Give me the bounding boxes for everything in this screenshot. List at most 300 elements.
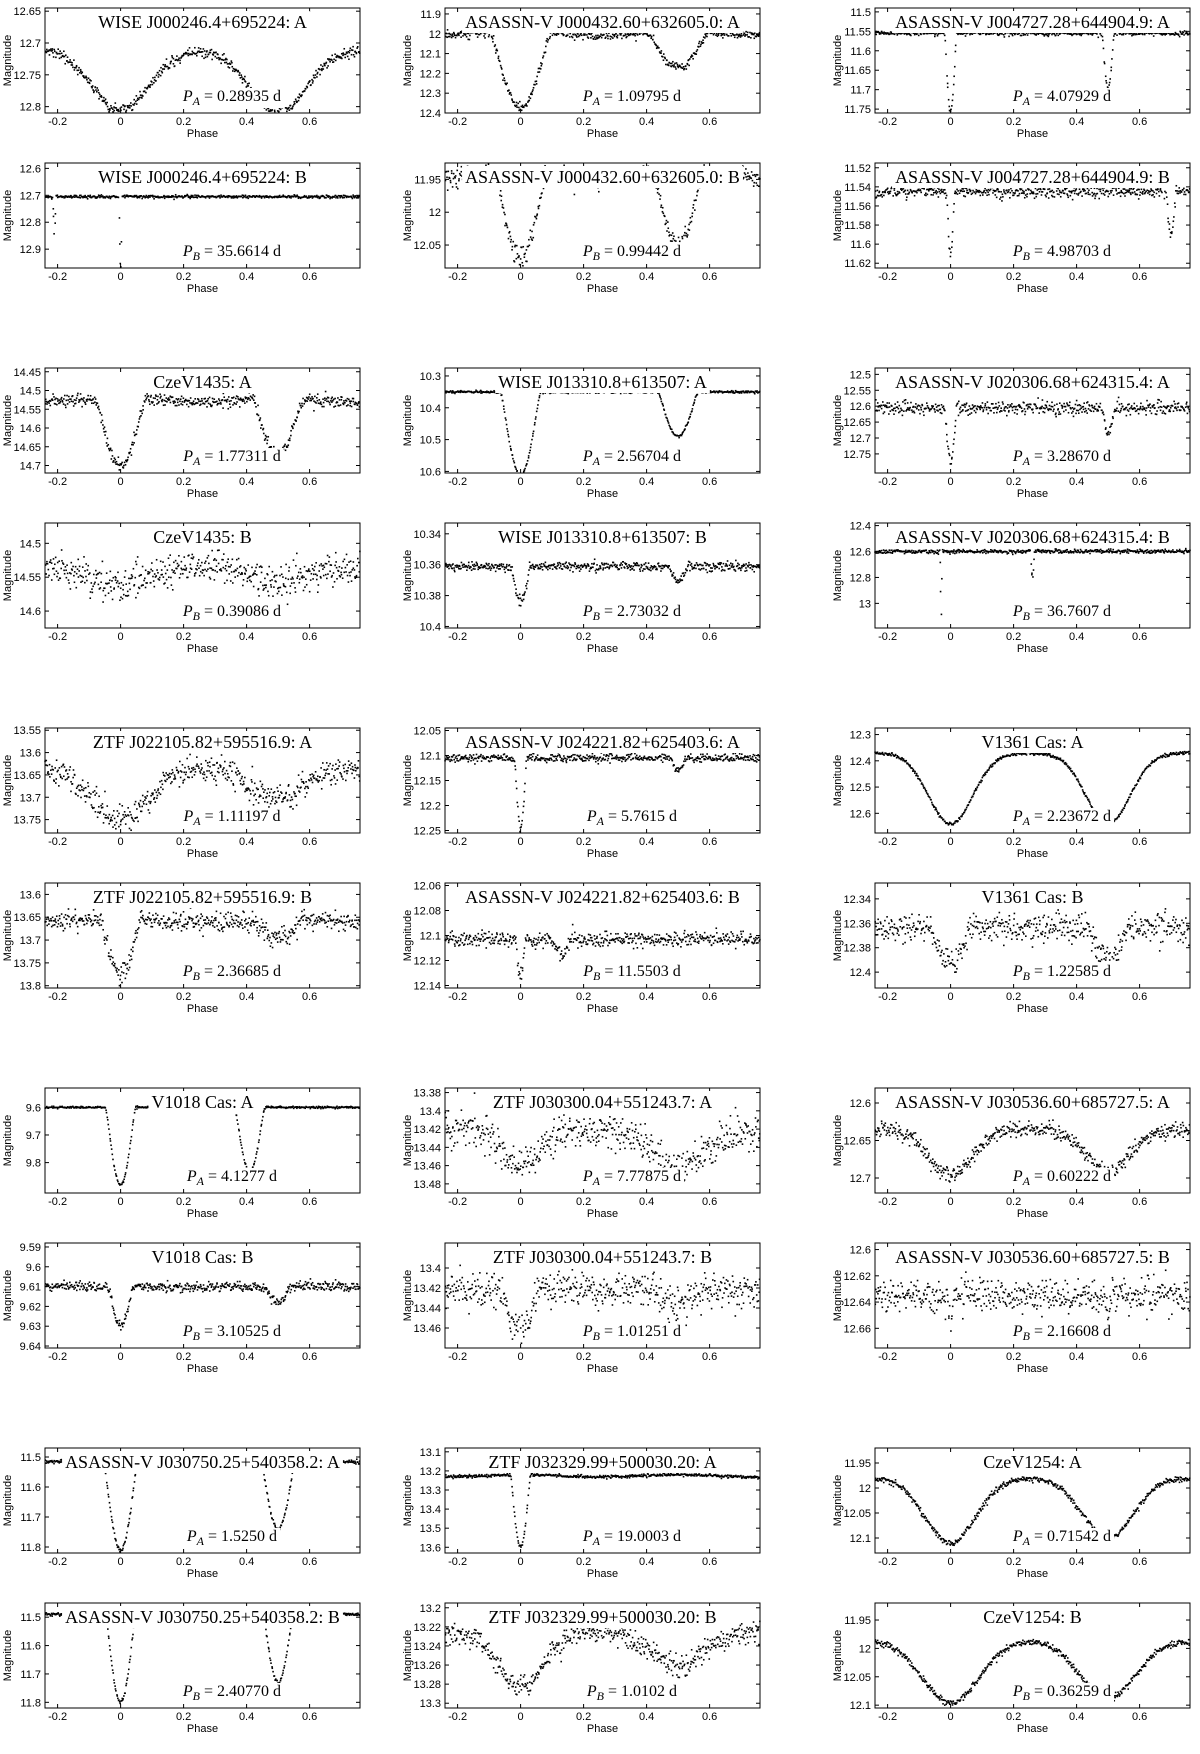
- data-point: [673, 66, 675, 68]
- data-point: [239, 72, 241, 74]
- data-point: [985, 34, 987, 36]
- data-point: [990, 33, 992, 35]
- data-point: [1025, 189, 1027, 191]
- data-point: [484, 37, 486, 39]
- data-point: [49, 54, 51, 56]
- data-point: [1009, 197, 1011, 199]
- data-point: [1019, 193, 1021, 195]
- data-point: [201, 398, 203, 400]
- data-point: [1149, 403, 1151, 405]
- data-point: [668, 231, 670, 233]
- data-point: [1053, 408, 1055, 410]
- period-symbol: P: [182, 243, 193, 260]
- data-point: [316, 76, 318, 78]
- data-point: [1177, 406, 1179, 408]
- data-point: [1030, 190, 1032, 192]
- data-point: [659, 393, 661, 395]
- data-point: [1110, 425, 1112, 427]
- y-axis-label: Magnitude: [2, 189, 14, 242]
- data-point: [289, 438, 291, 440]
- data-point: [1128, 403, 1130, 405]
- data-point: [455, 37, 457, 39]
- data-point: [325, 197, 327, 199]
- data-point: [932, 194, 934, 196]
- data-point: [317, 400, 319, 402]
- data-point: [987, 401, 989, 403]
- y-tick-label: 11.9: [420, 8, 441, 21]
- data-point: [292, 105, 294, 107]
- data-point: [454, 177, 456, 179]
- data-point: [189, 47, 191, 49]
- data-point: [703, 164, 705, 166]
- data-point: [59, 58, 61, 60]
- data-point: [1040, 189, 1042, 191]
- x-tick-label: 0.6: [1131, 271, 1148, 283]
- data-point: [88, 77, 90, 79]
- data-point: [972, 33, 974, 35]
- data-point: [503, 212, 505, 214]
- data-point: [948, 99, 950, 101]
- data-point: [1157, 402, 1159, 404]
- light-curve-panel: [2, 163, 360, 295]
- data-point: [541, 63, 543, 65]
- data-point: [657, 192, 659, 194]
- data-point: [1142, 34, 1144, 36]
- data-point: [56, 53, 58, 55]
- data-point: [598, 191, 600, 193]
- data-point: [920, 407, 922, 409]
- data-point: [696, 51, 698, 53]
- data-point: [456, 170, 458, 172]
- x-tick-label: 0.2: [575, 476, 592, 488]
- data-point: [295, 420, 297, 422]
- data-point: [465, 33, 467, 35]
- data-point: [1045, 194, 1047, 196]
- data-point: [51, 198, 53, 200]
- data-point: [149, 86, 151, 88]
- data-point: [951, 105, 953, 107]
- data-point: [754, 32, 756, 34]
- data-point: [528, 96, 530, 98]
- data-point: [119, 243, 121, 245]
- data-point: [91, 402, 93, 404]
- data-point: [1158, 399, 1160, 401]
- data-point: [1176, 408, 1178, 410]
- data-point: [1108, 434, 1110, 436]
- data-point: [514, 261, 516, 263]
- data-point: [132, 444, 134, 446]
- data-point: [1098, 189, 1100, 191]
- data-point: [956, 405, 958, 407]
- data-point: [934, 411, 936, 413]
- data-point: [1065, 406, 1067, 408]
- data-point: [284, 445, 286, 447]
- data-point: [274, 111, 276, 113]
- data-point: [514, 462, 516, 464]
- data-point: [124, 105, 126, 107]
- data-point: [266, 109, 268, 111]
- data-point: [452, 33, 454, 35]
- data-point: [539, 71, 541, 73]
- data-point: [219, 197, 221, 199]
- data-point: [902, 415, 904, 417]
- data-point: [333, 61, 335, 63]
- data-point: [354, 404, 356, 406]
- data-point: [989, 407, 991, 409]
- data-point: [897, 193, 899, 195]
- data-point: [1003, 191, 1005, 193]
- data-point: [177, 402, 179, 404]
- data-point: [1130, 414, 1132, 416]
- data-point: [113, 460, 115, 462]
- data-point: [315, 402, 317, 404]
- data-point: [1062, 406, 1064, 408]
- data-point: [1117, 401, 1119, 403]
- y-tick-label: 14.6: [19, 423, 41, 435]
- data-point: [940, 193, 942, 195]
- data-point: [310, 398, 312, 400]
- x-tick-label: -0.2: [448, 271, 468, 283]
- data-point: [660, 398, 662, 400]
- data-point: [681, 236, 683, 238]
- x-tick-label: 0.6: [701, 476, 718, 488]
- x-tick-label: 0.6: [1131, 116, 1148, 128]
- data-point: [1059, 411, 1061, 413]
- data-point: [662, 211, 664, 213]
- data-point: [502, 79, 504, 81]
- data-point: [888, 191, 890, 193]
- data-point: [151, 81, 153, 83]
- data-point: [710, 390, 712, 392]
- data-point: [1122, 406, 1124, 408]
- data-point: [522, 265, 524, 267]
- data-point: [675, 66, 677, 68]
- data-point: [1168, 221, 1170, 223]
- data-point: [341, 399, 343, 401]
- data-point: [1079, 188, 1081, 190]
- data-point: [666, 417, 668, 419]
- y-tick-label: 11.75: [844, 104, 871, 117]
- data-point: [920, 192, 922, 194]
- data-point: [745, 31, 747, 33]
- data-point: [515, 468, 517, 470]
- data-point: [166, 397, 168, 399]
- data-point: [1062, 190, 1064, 192]
- data-point: [907, 407, 909, 409]
- data-point: [182, 401, 184, 403]
- data-point: [1118, 397, 1120, 399]
- data-point: [1067, 195, 1069, 197]
- data-point: [63, 50, 65, 52]
- data-point: [956, 189, 958, 191]
- data-point: [325, 391, 327, 393]
- data-point: [955, 420, 957, 422]
- data-point: [1092, 407, 1094, 409]
- data-point: [245, 195, 247, 197]
- data-point: [453, 33, 455, 35]
- x-tick-label: 0.4: [638, 116, 655, 128]
- data-point: [937, 35, 939, 37]
- data-point: [953, 211, 955, 213]
- data-point: [932, 407, 934, 409]
- data-point: [959, 408, 961, 410]
- data-point: [343, 195, 345, 197]
- data-point: [219, 57, 221, 59]
- data-point: [299, 93, 301, 95]
- data-point: [198, 399, 200, 401]
- data-point: [703, 42, 705, 44]
- data-point: [528, 100, 530, 102]
- data-point: [904, 190, 906, 192]
- data-point: [1124, 188, 1126, 190]
- data-point: [1103, 61, 1105, 63]
- data-point: [554, 34, 556, 36]
- data-point: [334, 53, 336, 55]
- data-point: [1144, 407, 1146, 409]
- data-point: [1054, 196, 1056, 198]
- data-point: [74, 195, 76, 197]
- data-point: [979, 409, 981, 411]
- data-point: [90, 80, 92, 82]
- data-point: [681, 63, 683, 65]
- data-point: [53, 208, 55, 210]
- data-point: [312, 82, 314, 84]
- data-point: [90, 395, 92, 397]
- data-point: [960, 190, 962, 192]
- data-point: [247, 83, 249, 85]
- y-tick-label: 12: [428, 207, 441, 220]
- data-point: [450, 34, 452, 36]
- data-point: [179, 400, 181, 402]
- data-point: [682, 431, 684, 433]
- data-point: [528, 457, 530, 459]
- data-point: [226, 59, 228, 61]
- data-point: [1185, 194, 1187, 196]
- data-point: [1124, 195, 1126, 197]
- data-point: [941, 404, 943, 406]
- data-point: [98, 92, 100, 94]
- data-point: [1017, 409, 1019, 411]
- data-point: [1081, 195, 1083, 197]
- data-point: [634, 35, 636, 37]
- data-point: [914, 195, 916, 197]
- x-tick-label: 0.4: [238, 271, 255, 283]
- data-point: [1109, 78, 1111, 80]
- data-point: [630, 33, 632, 35]
- data-point: [603, 34, 605, 36]
- data-point: [659, 198, 661, 200]
- data-point: [693, 204, 695, 206]
- data-point: [1161, 406, 1163, 408]
- data-point: [659, 397, 661, 399]
- data-point: [992, 407, 994, 409]
- y-tick-label: 10.6: [419, 466, 441, 479]
- data-point: [74, 69, 76, 71]
- data-point: [1029, 193, 1031, 195]
- data-point: [724, 34, 726, 36]
- data-point: [693, 402, 695, 404]
- data-point: [697, 394, 699, 396]
- data-point: [982, 411, 984, 413]
- data-point: [1022, 410, 1024, 412]
- data-point: [530, 443, 532, 445]
- data-point: [131, 454, 133, 456]
- data-point: [139, 197, 141, 199]
- data-point: [255, 406, 257, 408]
- data-point: [1174, 206, 1176, 208]
- data-point: [1027, 404, 1029, 406]
- x-axis-label: Phase: [1016, 283, 1049, 295]
- data-point: [96, 87, 98, 89]
- data-point: [671, 63, 673, 65]
- data-point: [1110, 190, 1112, 192]
- data-point: [750, 37, 752, 39]
- data-point: [944, 410, 946, 412]
- data-point: [1108, 431, 1110, 433]
- data-point: [298, 97, 300, 99]
- x-tick-label: -0.2: [48, 476, 68, 488]
- data-point: [1075, 413, 1077, 415]
- data-point: [1075, 404, 1077, 406]
- data-point: [892, 195, 894, 197]
- period-value: = 0.28935 d: [200, 88, 282, 105]
- data-point: [1169, 409, 1171, 411]
- data-point: [706, 36, 708, 38]
- data-point: [1057, 193, 1059, 195]
- data-point: [238, 71, 240, 73]
- data-point: [92, 85, 94, 87]
- data-point: [1099, 191, 1101, 193]
- data-point: [1149, 410, 1151, 412]
- data-point: [1103, 48, 1105, 50]
- x-tick-label: -0.2: [448, 116, 468, 128]
- data-point: [79, 72, 81, 74]
- data-point: [536, 80, 538, 82]
- data-point: [590, 37, 592, 39]
- data-point: [349, 405, 351, 407]
- data-point: [243, 400, 245, 402]
- data-point: [972, 192, 974, 194]
- data-point: [502, 204, 504, 206]
- x-tick-label: 0: [947, 116, 954, 128]
- data-point: [119, 217, 121, 219]
- data-point: [183, 54, 185, 56]
- data-point: [280, 109, 282, 111]
- period-subscript: A: [192, 94, 201, 108]
- data-point: [1165, 192, 1167, 194]
- data-point: [545, 46, 547, 48]
- data-point: [672, 232, 674, 234]
- data-point: [290, 430, 292, 432]
- data-point: [178, 404, 180, 406]
- data-point: [748, 178, 750, 180]
- data-point: [341, 396, 343, 398]
- data-point: [110, 198, 112, 200]
- data-point: [217, 54, 219, 56]
- data-point: [605, 37, 607, 39]
- data-point: [506, 82, 508, 84]
- y-tick-label: 11.62: [844, 258, 871, 271]
- data-point: [213, 54, 215, 56]
- data-point: [1119, 404, 1121, 406]
- data-point: [501, 394, 503, 396]
- y-tick-label: 12.7: [19, 38, 41, 50]
- data-point: [929, 410, 931, 412]
- data-point: [516, 245, 518, 247]
- data-point: [331, 401, 333, 403]
- data-point: [1153, 35, 1155, 37]
- data-point: [545, 52, 547, 54]
- data-point: [451, 172, 453, 174]
- data-point: [594, 36, 596, 38]
- data-point: [46, 403, 48, 405]
- data-point: [508, 89, 510, 91]
- data-point: [1093, 411, 1095, 413]
- data-point: [189, 400, 191, 402]
- data-point: [315, 70, 317, 72]
- data-point: [85, 76, 87, 78]
- data-point: [983, 190, 985, 192]
- data-point: [1078, 412, 1080, 414]
- data-point: [312, 80, 314, 82]
- data-point: [1003, 189, 1005, 191]
- data-point: [1115, 410, 1117, 412]
- data-point: [67, 56, 69, 58]
- data-point: [1097, 193, 1099, 195]
- panel-title: ASASSN-V J000432.60+632605.0: A: [465, 12, 740, 32]
- data-point: [753, 182, 755, 184]
- data-point: [97, 196, 99, 198]
- data-point: [150, 396, 152, 398]
- data-point: [271, 109, 273, 111]
- data-point: [569, 36, 571, 38]
- data-point: [698, 43, 700, 45]
- data-point: [110, 105, 112, 107]
- data-point: [510, 446, 512, 448]
- data-point: [50, 400, 52, 402]
- data-point: [892, 410, 894, 412]
- data-point: [516, 102, 518, 104]
- data-point: [535, 418, 537, 420]
- data-point: [1163, 410, 1165, 412]
- data-point: [352, 198, 354, 200]
- y-tick-label: 14.65: [13, 441, 41, 454]
- data-point: [526, 463, 528, 465]
- data-point: [1048, 410, 1050, 412]
- data-point: [745, 176, 747, 178]
- data-point: [1153, 192, 1155, 194]
- data-point: [149, 401, 151, 403]
- data-point: [1067, 196, 1069, 198]
- data-point: [331, 59, 333, 61]
- data-point: [691, 410, 693, 412]
- data-point: [107, 106, 109, 108]
- data-point: [241, 76, 243, 78]
- data-point: [343, 400, 345, 402]
- data-point: [970, 190, 972, 192]
- data-point: [136, 95, 138, 97]
- data-point: [222, 407, 224, 409]
- data-point: [104, 434, 106, 436]
- y-tick-label: 11.7: [850, 84, 871, 97]
- data-point: [1104, 63, 1106, 65]
- data-point: [537, 71, 539, 73]
- data-point: [537, 404, 539, 406]
- data-point: [127, 105, 129, 107]
- data-point: [882, 191, 884, 193]
- data-point: [261, 424, 263, 426]
- period-symbol: P: [1012, 243, 1023, 260]
